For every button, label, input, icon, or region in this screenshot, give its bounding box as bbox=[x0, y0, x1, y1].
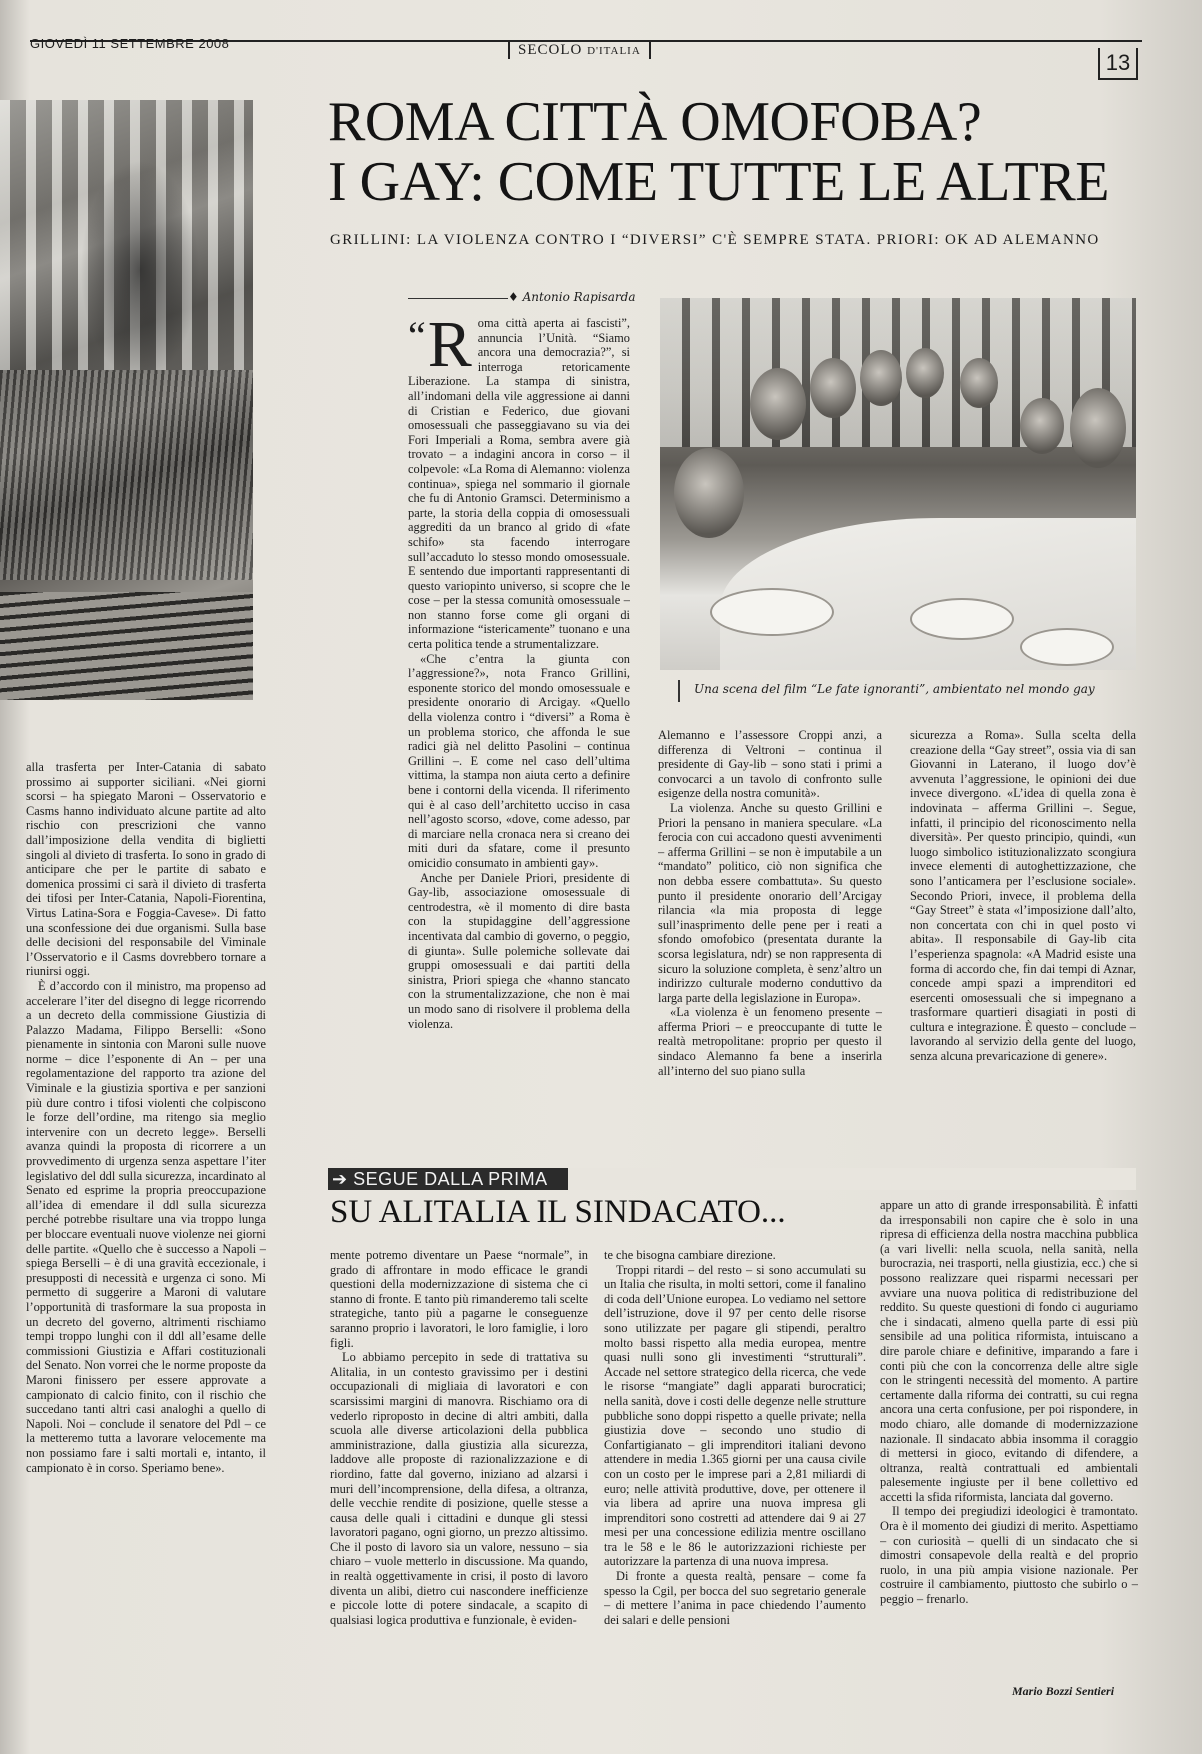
left-article-paragraph: alla trasferta per Inter-Catania di sabato prossimo ai supporter siciliani. «Nei giorni scorsi – ha spiegato Maroni – Osservatorio e Casms hanno individuato alcune partite ad alto rischio con prescrizioni che vanno dall’imposizione della vendita di biglietti singoli al divieto di trasferta. Io sono in grado di anticipare che per le partite di sabato e domenica prossimi ci sarà il divieto di trasferta dei tifosi per Inter-Catania, Napoli-Fiorentina, Virtus Latina-Sora e Foggia-Cavese». Di fatto una sconfessione dei due organismi. Sulla base delle decisioni del responsabile del Viminale l’Osservatorio e il Casms dovrebbero tornare a riunirsi oggi. bbox=[26, 760, 266, 979]
byline-rule bbox=[408, 298, 508, 299]
article-paragraph: «Che c’entra la giunta con l’aggressione?», nota Franco Grillini, esponente storico del mondo omosessuale e presidente onorario di Arcigay. «Quello della violenza contro i “diversi” a Roma è un problema storico, che affonda le sue radici già nel delitto Pasolini – continua Grillini –. E come nel caso dell’ultima vittima, la stampa non aiuta certo a definire bene i contorni della vicenda. Il riferimento qui è al caso dell’architetto ucciso in casa nell’agosto scorso, «dove, come adesso, par di marciare nella cronaca nera si creano dei miti duri da sfatare, come il presunto omicidio consumato in ambienti gay». bbox=[408, 651, 630, 870]
photo-person bbox=[960, 358, 998, 408]
article-subtitle: GRILLINI: LA VIOLENZA CONTRO I “DIVERSI” C'È SEMPRE STATA. PRIORI: OK AD ALEMANNO bbox=[330, 232, 1100, 248]
photo-railing bbox=[0, 592, 253, 700]
article-paragraph: sicurezza a Roma». Sulla scelta della creazione della “Gay street”, ossia via di san Giovanni in Laterano, il luogo dov’è avvenuta l’aggressione, le opinioni dei due invece divergono. «L’idea di quella zona è indovinata – afferma Grillini –. Segue, infatti, il principio del riconoscimento nella diversità». Per questo principio, quindi, «un luogo simbolico istituzionalizzato scongiura invece elementi di autoghettizzazione, che sono l’anticamera per l’esclusione sociale». Secondo Priori, invece, il problema della “Gay Street” è stata «l’imposizione dall’alto, non concertata con chi in quel posto vi abita». Il responsabile di Gay-lib cita l’esperienza spagnola: «A Madrid esiste una forma di accordo che, fin dai tempi di Aznar, concede ampi spazi a imprenditori ed esercenti omosessuali che si impegnano a trasformare quartieri disagiati in posti di cultura e integrazione. È questo – conclude – lavorando al servizio della gente del luogo, senza alcuna prevaricazione di genere». bbox=[910, 728, 1136, 1064]
segue-author: Mario Bozzi Sentieri bbox=[1012, 1684, 1115, 1698]
photo-person bbox=[1070, 388, 1126, 468]
segue-paragraph: Il tempo dei pregiudizi ideologici è tramontato. Ora è il momento dei giudizi di merito. Aspettiamo – con curiosità – quelli di un sindacato che si dimostri consapevole della realtà e del proprio ruolo, in una più ampia visione nazionale. Per costruire il cambiamento, piuttosto che subirlo o – peggio – frenarlo. bbox=[880, 1504, 1138, 1607]
segue-column-2 bbox=[604, 1248, 866, 1708]
segue-label: ➔ SEGUE DALLA PRIMA bbox=[332, 1169, 548, 1189]
photo-person bbox=[810, 358, 856, 418]
segue-paragraph: te che bisogna cambiare direzione. bbox=[604, 1248, 776, 1262]
article-column-3 bbox=[910, 728, 1136, 1162]
photo-smoke bbox=[80, 160, 200, 380]
article-byline: ♦ Antonio Rapisarda bbox=[508, 290, 636, 304]
article-paragraph: Alemanno e l’assessore Croppi anzi, a differenza di Veltroni – continua il presidente di Gay-lib – sono stati i primi a convocarci a un tavolo di confronto sulle esigenze della nostra comunità». bbox=[658, 728, 882, 801]
article-paragraph bbox=[408, 316, 630, 652]
headline-line-2: I GAY: COME TUTTE LE ALTRE bbox=[328, 151, 1109, 213]
segue-paragraph: appare un atto di grande irresponsabilità. È infatti da irresponsabili non capire che è solo in una ripresa di efficienza della nostra macchina pubblica (a vari livelli: nella scuola, nella sanità, nella burocrazia, nei trasporti, nella giustizia, ecc.) che si possono realizzare quei risparmi necessari per avviare una nuova politica di redistribuzione del reddito. Su queste questioni di fondo ci auguriamo che i sindacati, almeno quella parte di essi più sensibile ad una politica riformista, intuiscano a dire parole chiare e definitive, imparando a fare i conti più che con la concorrenza delle altre sigle con le stringenti necessità del momento. A partire certamente dalla riforma dei contratti, su cui regna ancora una certa confusione, per poi rispondere, in modo chiaro, alle domande di modernizzazione nazionale. Il sindacato abbia insomma il coraggio di mettersi in gioco, evitando di difendere, a oltranza, realtà contrattuali ed ambientali palesemente ingiuste per il bene collettivo ed accetti la sfida riformista, lanciata dal governo. bbox=[880, 1198, 1138, 1504]
segue-title: SU ALITALIA IL SINDACATO... bbox=[330, 1194, 786, 1230]
photo-person bbox=[750, 368, 806, 440]
photo-plate bbox=[710, 588, 834, 636]
paper-name-suffix: D'ITALIA bbox=[587, 45, 641, 57]
segue-paragraph: mente potremo diventare un Paese “normale”, in grado di affrontare in modo efficace le grandi questioni della modernizzazione di sistema che ci stanno di fronte. E tanto più rimanderemo tali scelte strategiche, tanto più a pagarne le conseguenze saranno proprio i lavoratori, le loro famiglie, i loro figli. bbox=[330, 1248, 588, 1350]
photo-person bbox=[860, 350, 902, 406]
photo-crowd bbox=[0, 370, 253, 580]
article-paragraph: La violenza. Anche su questo Grillini e Priori la pensano in maniera speculare. «La ferocia con cui accadono questi avvenimenti – afferma Grillini – se non è imputabile a un “mandato” politico, ciò non significa che non debba essere combattuta». Su questo punto il presidente onorario dell’Arcigay rilancia «la mia proposta di legge sull’inasprimento delle pene per i reati a sfondo omofobico (presentata durante la scorsa legislatura, ndr) se non rappresenta di sicuro la soluzione completa, è senz’altro un indirizzo culturale moderno conduttivo da larga parte della legislazione in Europa». bbox=[658, 800, 882, 1005]
photo-person bbox=[1020, 398, 1064, 454]
segue-paragraph: Lo abbiamo percepito in sede di trattativa su Alitalia, in un contesto gravissimo per i destini occupazionali di migliaia di lavoratori e con scarsissimi margini di manovra. Rischiamo ora di vederlo riproposto in decine di altri ambiti, dalla scuola alle diverse articolazioni della pubblica amministrazione, dalla giustizia alla sicurezza, laddove alle proposte di razionalizzazione e di riordino, fatte dal governo, iniziano ad alzarsi i muri dell’incomprensione, della difesa, a oltranza, delle vecchie rendite di posizione, quelle stesse a causa delle quali i cittadini e dunque gli stessi lavoratori pagano, ogni giorno, un prezzo altissimo. Che il posto di lavoro sia un valore, nessuno – sia chiaro – vuole metterlo in discussione. Ma quando, in realtà oggettivamente in crisi, il posto di lavoro diventa un alibi, dietro cui nascondere inefficienze e piccole lotte di potere sindacale, a scapito di qualsiasi logica produttiva e funzionale, è eviden- bbox=[330, 1350, 588, 1627]
photo-person bbox=[674, 448, 744, 538]
headline-line-1: ROMA CITTÀ OMOFOBA? bbox=[328, 91, 982, 153]
photo-plate bbox=[1020, 628, 1114, 666]
dropcap-letter: R bbox=[427, 316, 472, 381]
article-column-1 bbox=[408, 316, 630, 1161]
paper-name: SECOLO bbox=[518, 42, 583, 58]
article-paragraph: «La violenza è un fenomeno presente – afferma Priori – e preoccupante di tutte le realtà metropolitane: proprio per questo il sindaco Alemanno fa bene a inserirla all’interno del suo piano sulla bbox=[658, 1005, 882, 1078]
caption-marker bbox=[678, 680, 680, 702]
segue-paragraph: Troppi ritardi – del resto – si sono accumulati su un Italia che risulta, in molti settori, come il fanalino di coda dell’Unione europea. Lo vediamo nel settore dell’istruzione, dove il 97 per cento delle risorse sono utilizzate per pagare gli stipendi, peraltro molto bassi rispetto alla media europea, mentre quasi nulli sono gli investimenti “strutturali”. Accade nel settore strategico della ricerca, che vede le risorse “mangiate” dagli apparati burocratici; nella sanità, dove i costi delle degenze nelle strutture pubbliche sono doppi rispetto a quelle private; nella giustizia dove – secondo uno studio di Confartigianato – gli imprenditori italiani devono attendere in media 1.365 giorni per una causa civile con un costo per le imprese pari a 2,81 miliardi di euro; nelle attività produttive, dove, per ottenere il via libera ad aprire una nuova impresa gli imprenditori sono costretti ad attendere dai 9 ai 27 mesi per una concessione edilizia mentre oscillano tra le 58 e le 86 le autorizzazioni richieste per autorizzare la partenza di una nuova impresa. bbox=[604, 1262, 866, 1569]
article-paragraph-text: oma città aperta ai fascisti”, annuncia l’Unità. “Siamo ancora una democrazia?”, si interroga retoricamente Liberazione. La stampa di sinistra, all’indomani della vile aggressione ai danni di Cristian e Federico, due giovani omosessuali che passeggiavano su via dei Fori Imperiali a Roma, sembra avere già trovato – a indagini ancora in corso – il colpevole: «La Roma di Alemanno: violenza continua», spiega nel sommario il giornale che fu di Antonio Gramsci. Determinismo a parte, la storia della coppia di omosessuali aggrediti da un branco al grido di «fate schifo» sta facendo interrogare sull’accaduto lo stesso mondo omosessuale. E sentendo due importanti rappresentanti di questo variopinto universo, si scopre che le cose – per la stessa comunità omosessuale – non stanno forse come gli organi di informazione “istericamente” tuonano e una certa politica tende a strumentalizzare. bbox=[408, 316, 630, 652]
page-number: 13 bbox=[1098, 48, 1138, 80]
article-paragraph: Anche per Daniele Priori, presidente di Gay-lib, associazione omosessuale di centrodestra, «è il momento di dire basta con la stupidaggine dell’aggressione incentivata dal cambio di governo, o peggio, di giunta». Sulle polemiche sollevate dai gruppi omosessuali e dai partiti della sinistra, Priori spiega che «hanno stancato con la strumentalizzazione, che non è mai un modo sano di risolvere il problema della violenza. bbox=[408, 870, 630, 1031]
article-headline bbox=[328, 92, 1148, 212]
header-date: GIOVEDÌ 11 SETTEMBRE 2008 bbox=[30, 36, 230, 51]
segue-paragraph: Di fronte a questa realtà, pensare – come fa spesso la Cgil, per bocca del suo segretario generale – di mettere l’anima in pace chiedendo l’aumento dei salari e delle pensioni bbox=[604, 1569, 866, 1627]
film-scene-photo bbox=[660, 298, 1136, 670]
article-column-2 bbox=[658, 728, 882, 1162]
photo-person bbox=[906, 348, 944, 398]
left-article-column bbox=[26, 760, 266, 1710]
header-paper-name bbox=[508, 42, 651, 59]
dropcap-quote: “ bbox=[408, 316, 426, 358]
segue-column-1 bbox=[330, 1248, 588, 1708]
photo-plate bbox=[910, 598, 1014, 640]
photo-caption: Una scena del film “Le fate ignoranti”, ambientato nel mondo gay bbox=[694, 682, 1095, 696]
riot-photo bbox=[0, 100, 253, 700]
segue-column-3 bbox=[880, 1198, 1138, 1680]
left-article-paragraph: È d’accordo con il ministro, ma propenso ad accelerare l’iter del disegno di legge ricorrendo a un decreto della commissione Giustizia di Palazzo Madama, Filippo Berselli: «Sono pienamente in sintonia con Maroni sulle nuove norme – dice l’esponente di An – per una regolamentazione del rapporto tra azione del Viminale e la giustizia sportiva e per sanzioni più dure contro i tifosi violenti che colpiscono le forze dell’ordine, ma ritengo sia meglio intervenire con un decreto legge». Berselli avanza quindi la proposta di ricorrere a un provvedimento di urgenza senza aspettare l’iter legislativo del ddl sulla sicurezza, incardinato al Senato ed esprime la propria preoccupazione all’idea di emendare il ddl sulla sicurezza perché potrebbe risultare una via troppo lunga per bloccare eventuali nuove violenze nei giorni delle partite. «Quello che è successo a Napoli – spiega Berselli – è di una gravità eccezionale, i presupposti di necessità e urgenza ci sono. Mi permetto di suggerire a Maroni di valutare l’opportunità di trasformare la sua proposta in un decreto del governo, altrimenti rischiamo tempi troppo lunghi con il ddl all’esame delle commissioni Giustizia e Affari costituzionali del Senato. Non vorrei che le norme proposte da Maroni finissero per essere approvate a campionato di calcio finito, con il rischio che succedano tanti altri casi analoghi a quello di Napoli. Noi – conclude il senatore del Pdl – ce la metteremo tutta a lavorare velocemente ma non possiamo fare i salti mortali e, intanto, il campionato è in corso. Speriamo bene». bbox=[26, 978, 266, 1475]
